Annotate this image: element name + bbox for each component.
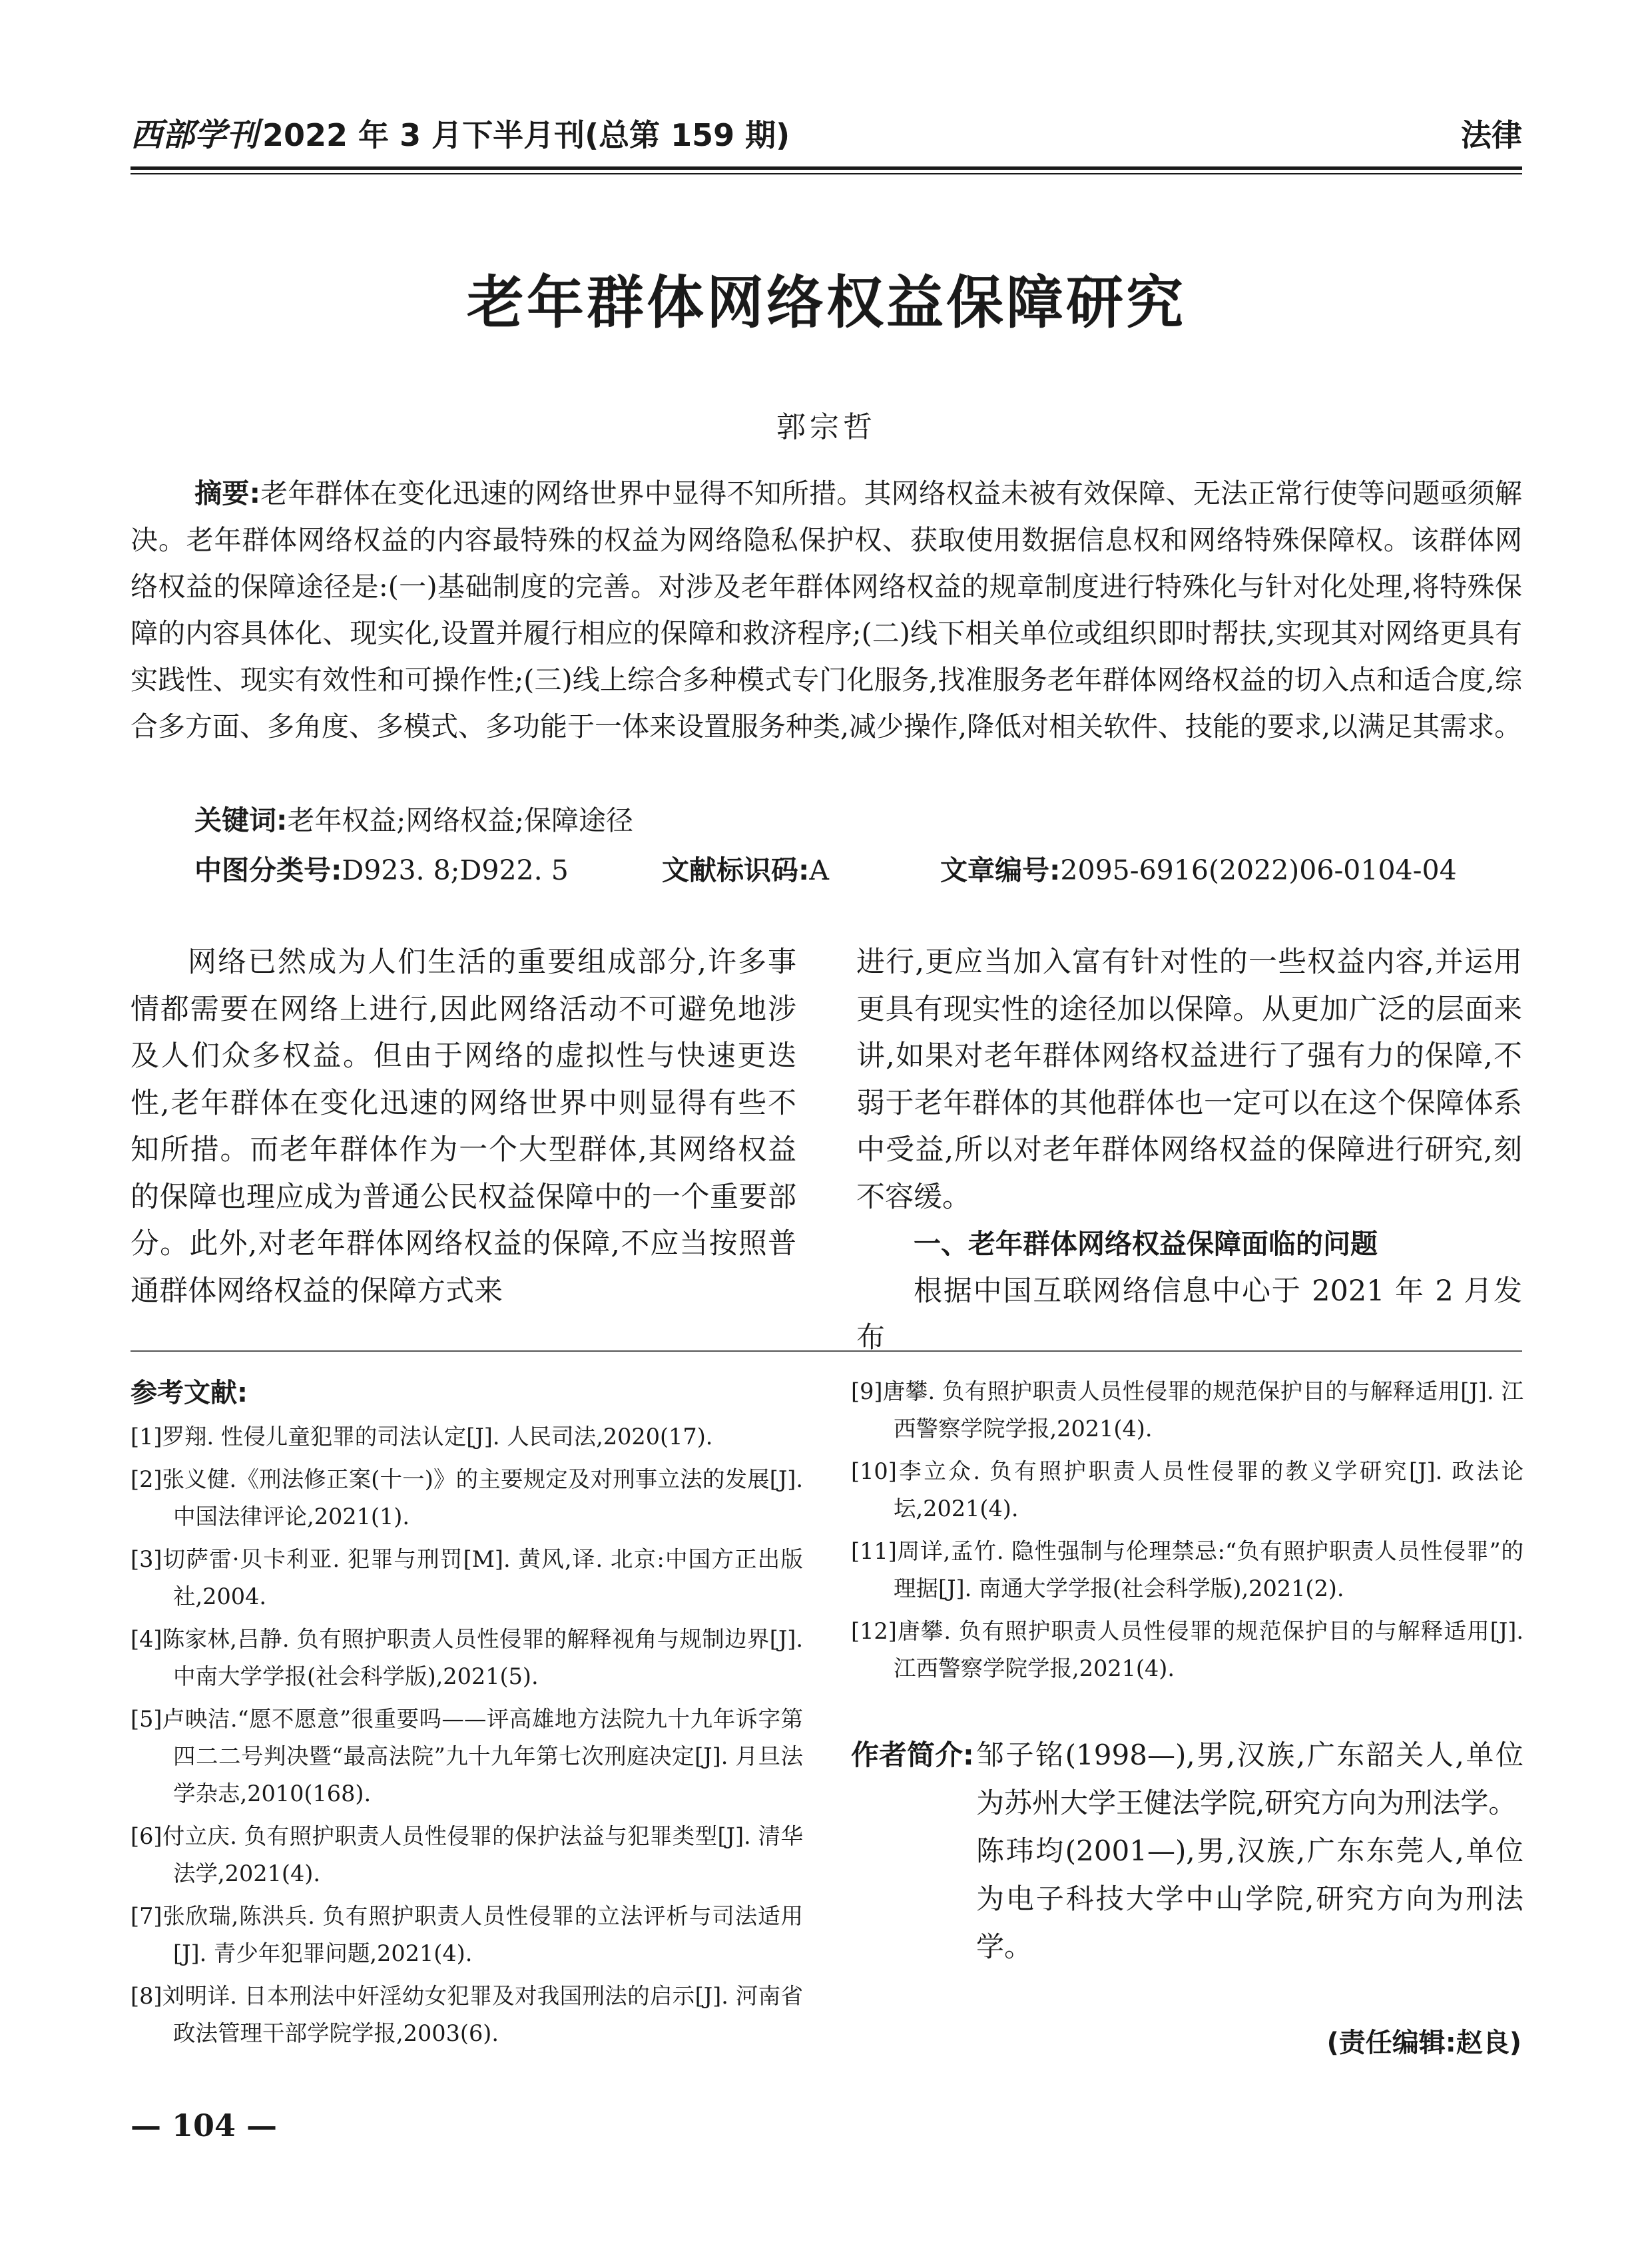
- abstract: [131, 470, 1522, 750]
- header-section: 法律: [1461, 117, 1522, 153]
- body-column-right: [856, 939, 1522, 1362]
- references-title: 参考文献:: [131, 1378, 248, 1408]
- header-rule-thin: [131, 173, 1522, 174]
- references-left: [131, 1418, 803, 2058]
- keywords: [194, 800, 633, 840]
- header-issue: [131, 112, 790, 158]
- doc-value: A: [809, 854, 830, 886]
- keywords-text: 老年权益;网络权益;保障途径: [287, 804, 634, 836]
- reference-item: [12]唐攀. 负有照护职责人员性侵罪的规范保护目的与解释适用[J]. 江西警察学院学报,2021(4).: [851, 1618, 1523, 1681]
- references-right: [851, 1373, 1523, 1693]
- abstract-label: 摘要:: [194, 477, 260, 509]
- author-bio: [851, 1731, 1523, 1971]
- body-paragraph-continued: 进行,更应当加入富有针对性的一些权益内容,并运用更具有现实性的途径加以保障。从更加广泛的层面来讲,如果对老年群体网络权益进行了强有力的保障,不弱于老年群体的其他群体也一定可以在这个保障体系中受益,所以对老年群体网络权益的保障进行研究,刻不容缓。: [856, 946, 1522, 1214]
- responsible-editor: (责任编辑:赵良): [1326, 2028, 1521, 2058]
- article-title: 老年群体网络权益保障研究: [467, 270, 1186, 336]
- reference-item: [10]李立众. 负有照护职责人员性侵罪的教义学研究[J]. 政法论坛,2021(4).: [851, 1458, 1523, 1522]
- running-header: [131, 112, 1522, 172]
- reference-item: [1]罗翔. 性侵儿童犯罪的司法认定[J]. 人民司法,2020(17).: [131, 1424, 713, 1450]
- header-rule: [131, 166, 1522, 170]
- reference-item: [8]刘明详. 日本刑法中奸淫幼女犯罪及对我国刑法的启示[J]. 河南省政法管理干部学院学报,2003(6).: [131, 1983, 803, 2046]
- reference-item: [9]唐攀. 负有照护职责人员性侵罪的规范保护目的与解释适用[J]. 江西警察学院学报,2021(4).: [851, 1378, 1523, 1442]
- doc-label: 文献标识码:: [662, 854, 810, 886]
- issue-info: 2022 年 3 月下半月刊(总第 159 期): [262, 117, 790, 153]
- body-column-left: [131, 939, 796, 1314]
- article-label: 文章编号:: [940, 854, 1061, 886]
- reference-item: [7]张欣瑞,陈洪兵. 负有照护职责人员性侵罪的立法评析与司法适用[J]. 青少年犯罪问题,2021(4).: [131, 1903, 803, 1966]
- clc-value: D923. 8;D922. 5: [342, 854, 569, 886]
- reference-item: [2]张义健.《刑法修正案(十一)》的主要规定及对刑事立法的发展[J]. 中国法律评论,2021(1).: [131, 1466, 803, 1530]
- abstract-text: 老年群体在变化迅速的网络世界中显得不知所措。其网络权益未被有效保障、无法正常行使等问题亟须解决。老年群体网络权益的内容最特殊的权益为网络隐私保护权、获取使用数据信息权和网络特殊保障权。该群体网络权益的保障途径是:(一)基础制度的完善。对涉及老年群体网络权益的规章制度进行特殊化与针对化处理,将特殊保障的内容具体化、现实化,设置并履行相应的保障和救济程序;(二)线下相关单位或组织即时帮扶,实现其对网络更具有实践性、现实有效性和可操作性;(三)线上综合多种模式专门化服务,找准服务老年群体网络权益的切入点和适合度,综合多方面、多角度、多模式、多功能于一体来设置服务种类,减少操作,降低对相关软件、技能的要求,以满足其需求。: [131, 477, 1522, 742]
- journal-logo: 西部学刊: [131, 117, 259, 154]
- reference-item: [6]付立庆. 负有照护职责人员性侵罪的保护法益与犯罪类型[J]. 清华法学,2021(4).: [131, 1823, 803, 1886]
- reference-item: [5]卢映洁.“愿不愿意”很重要吗——评高雄地方法院九十九年诉字第四二二号判决暨“最高法院”九十九年第七次刑庭决定[J]. 月旦法学杂志,2010(168).: [131, 1706, 803, 1807]
- article-author: 郭宗哲: [776, 410, 876, 444]
- author-bio-text: 陈玮均(2001—),男,汉族,广东东莞人,单位为电子科技大学中山学院,研究方向为刑法学。: [976, 1834, 1523, 1963]
- keywords-label: 关键词:: [194, 804, 288, 836]
- reference-item: [3]切萨雷·贝卡利亚. 犯罪与刑罚[M]. 黄风,译. 北京:中国方正出版社,2004.: [131, 1546, 803, 1609]
- clc-code: [194, 850, 569, 890]
- separator-rule: [131, 1350, 1522, 1352]
- doc-code: [662, 850, 829, 890]
- article-value: 2095-6916(2022)06-0104-04: [1060, 854, 1457, 886]
- body-paragraph: 根据中国互联网络信息中心于 2021 年 2 月发布: [856, 1274, 1522, 1354]
- article-code: [940, 850, 1457, 890]
- author-bio-label: 作者简介:: [851, 1739, 974, 1771]
- reference-item: [11]周详,孟竹. 隐性强制与伦理禁忌:“负有照护职责人员性侵罪”的理据[J]. 南通大学学报(社会科学版),2021(2).: [851, 1538, 1523, 1601]
- page-number: — 104 —: [131, 2107, 278, 2143]
- section-heading: 一、老年群体网络权益保障面临的问题: [914, 1228, 1378, 1260]
- body-paragraph: 网络已然成为人们生活的重要组成部分,许多事情都需要在网络上进行,因此网络活动不可避免地涉及人们众多权益。但由于网络的虚拟性与快速更迭性,老年群体在变化迅速的网络世界中则显得有些不知所措。而老年群体作为一个大型群体,其网络权益的保障也理应成为普通公民权益保障中的一个重要部分。此外,对老年群体网络权益的保障,不应当按照普通群体网络权益的保障方式来: [131, 946, 796, 1308]
- clc-label: 中图分类号:: [194, 854, 342, 886]
- author-bio-text: 邹子铭(1998—),男,汉族,广东韶关人,单位为苏州大学王健法学院,研究方向为刑法学。: [976, 1739, 1523, 1819]
- reference-item: [4]陈家林,吕静. 负有照护职责人员性侵罪的解释视角与规制边界[J]. 中南大学学报(社会科学版),2021(5).: [131, 1626, 803, 1689]
